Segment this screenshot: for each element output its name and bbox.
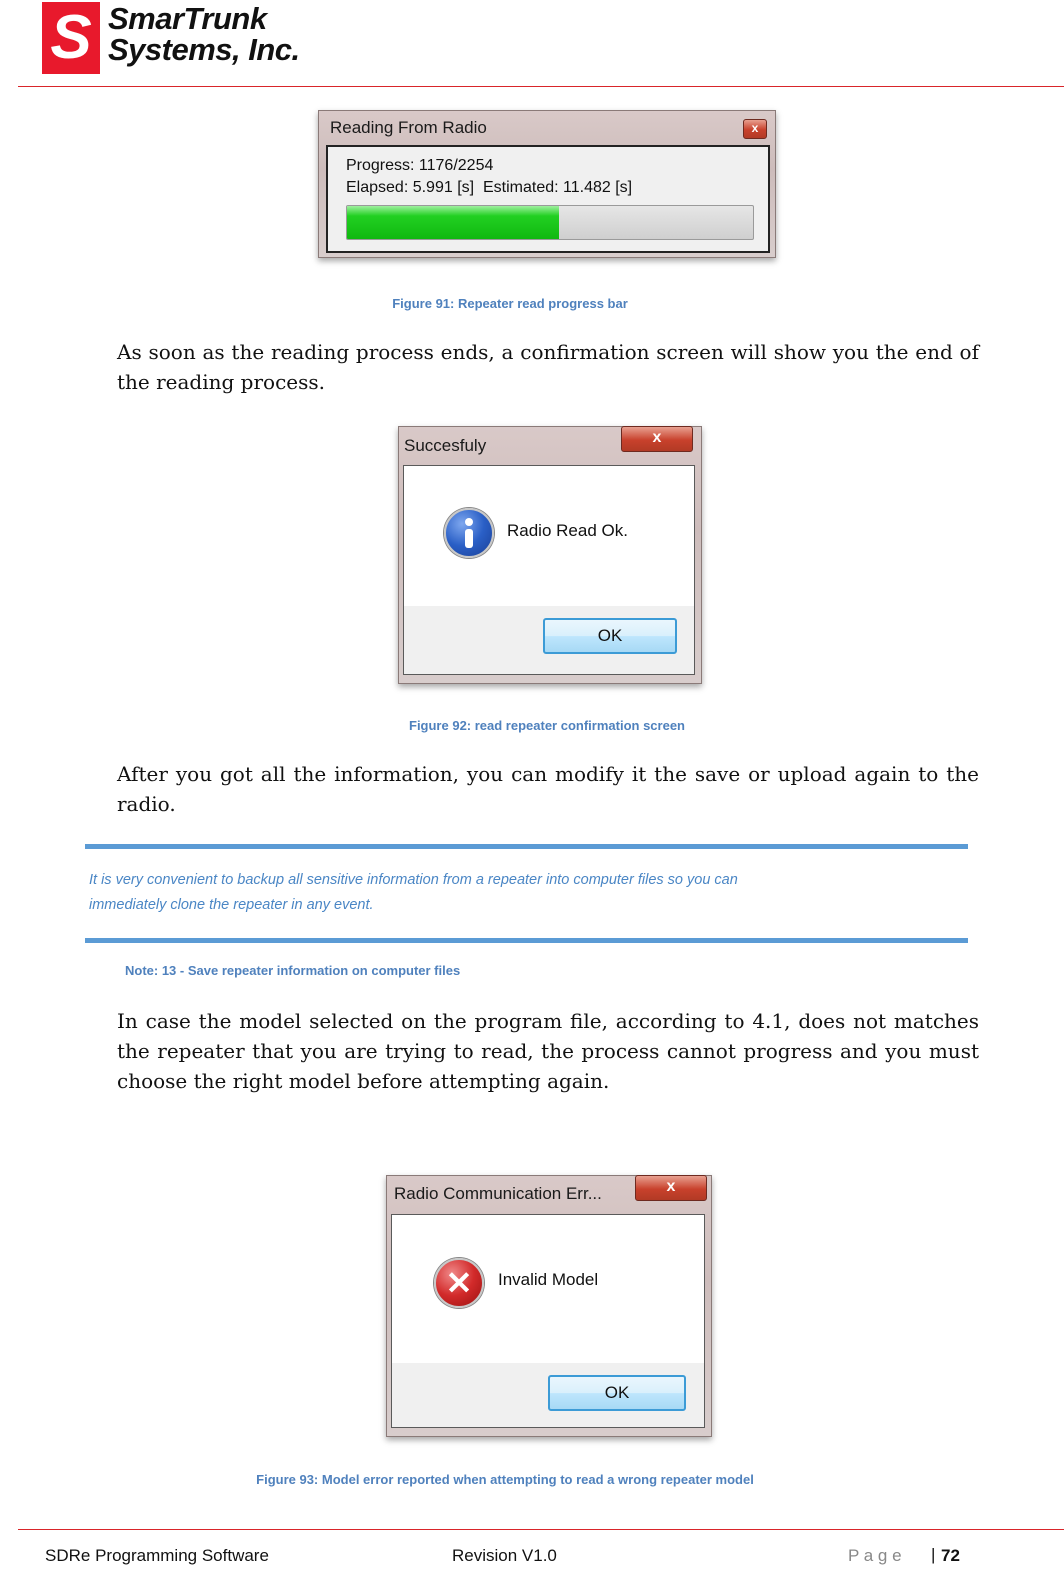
- footer-revision: Revision V1.0: [452, 1546, 557, 1565]
- logo-line-2: Systems, Inc.: [108, 32, 300, 67]
- info-icon: [444, 508, 494, 558]
- close-icon[interactable]: x: [743, 119, 767, 139]
- ok-button[interactable]: OK: [543, 618, 677, 654]
- body-paragraph: After you got all the information, you can modify it the save or upload again to the radio.: [117, 762, 979, 816]
- footer-page-label: P a g e: [848, 1546, 902, 1565]
- dialog-title: Radio Communication Err...: [394, 1184, 602, 1203]
- dialog-body: [403, 465, 695, 675]
- progress-bar-fill: [347, 206, 559, 239]
- footer-page-sep: |: [931, 1545, 936, 1564]
- dialog-body: [326, 145, 770, 253]
- dialog-title: Reading From Radio: [330, 118, 487, 137]
- note-line-2: immediately clone the repeater in any event.: [89, 897, 374, 913]
- error-icon: ✕: [434, 1258, 484, 1308]
- body-paragraph: As soon as the reading process ends, a confirmation screen will show you the end of the reading process.: [117, 340, 979, 394]
- dialog-body: [391, 1214, 705, 1428]
- logo-line-1: SmarTrunk: [108, 1, 267, 36]
- dialog-message: Radio Read Ok.: [507, 521, 628, 540]
- footer-doc-title: SDRe Programming Software: [45, 1546, 269, 1565]
- success-dialog: [398, 426, 702, 684]
- dialog-message: Invalid Model: [498, 1270, 599, 1289]
- note-text: [89, 868, 969, 918]
- company-logo-text: [108, 3, 300, 65]
- note-caption: Note: 13 - Save repeater information on computer files: [125, 963, 461, 978]
- footer-page-number: 72: [941, 1546, 960, 1565]
- footer-rule: [18, 1529, 1064, 1530]
- ok-button[interactable]: OK: [548, 1375, 686, 1411]
- header-rule: [18, 86, 1064, 87]
- error-dialog: [386, 1175, 712, 1437]
- note-top-bar: [85, 844, 968, 849]
- reading-from-radio-dialog: [318, 110, 776, 258]
- figure-caption: Figure 91: Repeater read progress bar: [392, 296, 628, 311]
- progress-label: Progress: 1176/2254: [346, 157, 494, 174]
- figure-caption: Figure 93: Model error reported when attempting to read a wrong repeater model: [256, 1472, 754, 1487]
- note-bottom-bar: [85, 938, 968, 943]
- close-icon[interactable]: x: [621, 426, 693, 452]
- close-icon[interactable]: x: [635, 1175, 707, 1201]
- elapsed-label: Elapsed: 5.991 [s] Estimated: 11.482 [s]: [346, 179, 633, 196]
- logo-s-icon: S: [50, 3, 92, 72]
- note-line-1: It is very convenient to backup all sensitive information from a repeater into computer files so you can: [89, 872, 738, 888]
- body-paragraph: In case the model selected on the program file, according to 4.1, does not matches the repeater that you are trying to read, the process cannot progress and you must choose the right model before attempting again.: [117, 1009, 979, 1093]
- progress-bar: [346, 205, 754, 240]
- dialog-title: Succesfuly: [404, 436, 487, 455]
- figure-caption: Figure 92: read repeater confirmation screen: [409, 718, 685, 733]
